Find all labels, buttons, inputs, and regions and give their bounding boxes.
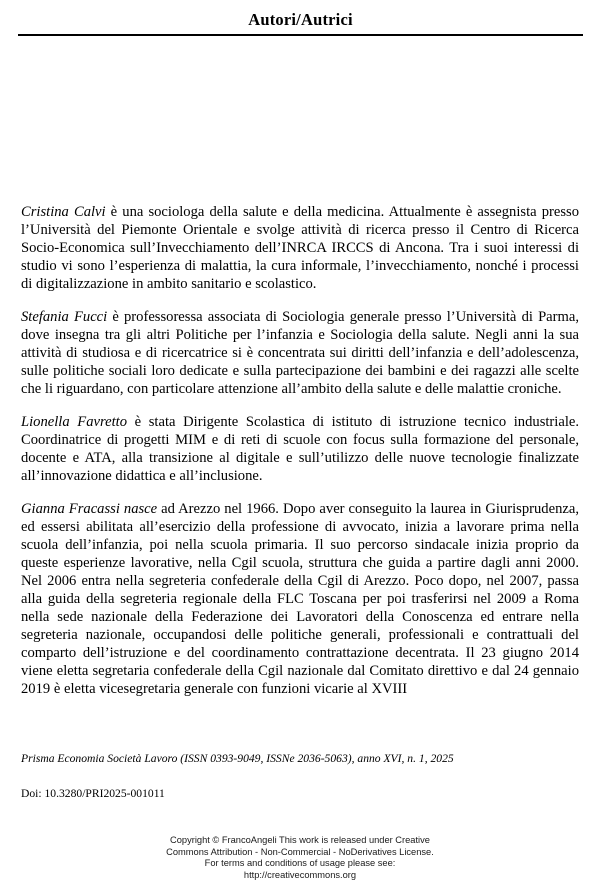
running-head-title: Autori/Autrici xyxy=(248,10,353,29)
copyright-license-url: http://creativecommons.org xyxy=(243,869,357,880)
author-bio-text: è una sociologa della salute e della medicina. Attualmente è assegnista presso l’Università del Piemonte Orientale e svolge attività di ricerca presso il Centro di Ricerca Socio-Economica sull’Invecchiamento dell’INRCA IRCCS di Ancona. Tra i suoi interessi di studio vi sono l’esperienza di malattia, la cura informale, l’invecchiamento, nonché i processi di digitalizzazione in ambito sanitario e scolastico. xyxy=(21,204,579,292)
author-bio-text: è professoressa associata di Sociologia generale presso l’Università di Parma, dove insegna tra gli altri Politiche per l’infanzia e Sociologia della salute. Negli anni la sua attività di studiosa e di ricercatrice si è concentrata sui diritti dell’infanzia e dell’adolescenza, sulle politiche sociali loro dedicate e sulla partecipazione dei bambini e dei ragazzi alle scelte che li riguardano, con particolare attenzione all’ambito della salute e delle malattie croniche. xyxy=(21,309,580,397)
copyright-line-1: Copyright © FrancoAngeli This work is released under Creative xyxy=(170,835,430,845)
author-bio-text: è stata Dirigente Scolastica di istituto di istruzione tecnico industriale. Coordinatrice di progetti MIM e di reti di scuole con focus sulla formazione del personale, docente e ATA, alla transizione al digitale e sull’utilizzo delle nuove tecnologie finalizzate all’innovazione didattica e all’inclusione. xyxy=(21,414,579,484)
header-divider-rule xyxy=(18,34,583,36)
author-name: Stefania Fucci xyxy=(21,309,108,325)
journal-citation-line: Prisma Economia Società Lavoro (ISSN 0393-9049, ISSNe 2036-5063), anno XVI, n. 1, 2025 xyxy=(21,752,454,765)
author-bio-entry xyxy=(21,413,579,485)
copyright-line-2: Commons Attribution - Non-Commercial - NoDerivatives License. xyxy=(166,846,434,857)
doi-line: Doi: 10.3280/PRI2025-001011 xyxy=(21,787,165,800)
author-bio-entry xyxy=(21,308,579,398)
author-name: Lionella Favretto xyxy=(21,414,127,430)
author-bio-entry xyxy=(21,500,579,698)
copyright-notice xyxy=(0,835,600,881)
copyright-line-3: For terms and conditions of usage please see: xyxy=(204,858,396,869)
author-bio-entry xyxy=(21,203,579,293)
author-name: Cristina Calvi xyxy=(21,204,106,220)
author-bio-text: ad Arezzo nel 1966. Dopo aver conseguito la laurea in Giurisprudenza, ed essersi abilitata all’esercizio della professione di avvocato, inizia a lavorare prima nella scuola dell’infanzia, poi nella scuola primaria. Il suo percorso sindacale inizia proprio da queste esperienze lavorative, nella Cgil scuola, struttura che guida a partire dagli anni 2000. Nel 2006 entra nella segreteria confederale della Cgil di Arezzo. Poco dopo, nel 2007, passa alla guida della segreteria regionale della FLC Toscana per poi trasferirsi nel 2009 a Roma nella sede nazionale della Federazione dei Lavoratori della Conoscenza ed entrare nella segreteria nazionale, occupandosi delle politiche generali, professionali e contrattuali del comparto dell’istruzione e del coordinamento contrattazione decentrata. Il 23 giugno 2014 viene eletta segretaria confederale della Cgil nazionale dal Comitato direttivo e dal 24 gennaio 2019 è eletta vicesegretaria generale con funzioni vicarie al XVIII xyxy=(21,501,579,697)
author-bios-column xyxy=(21,203,579,698)
author-name: Gianna Fracassi nasce xyxy=(21,501,158,517)
